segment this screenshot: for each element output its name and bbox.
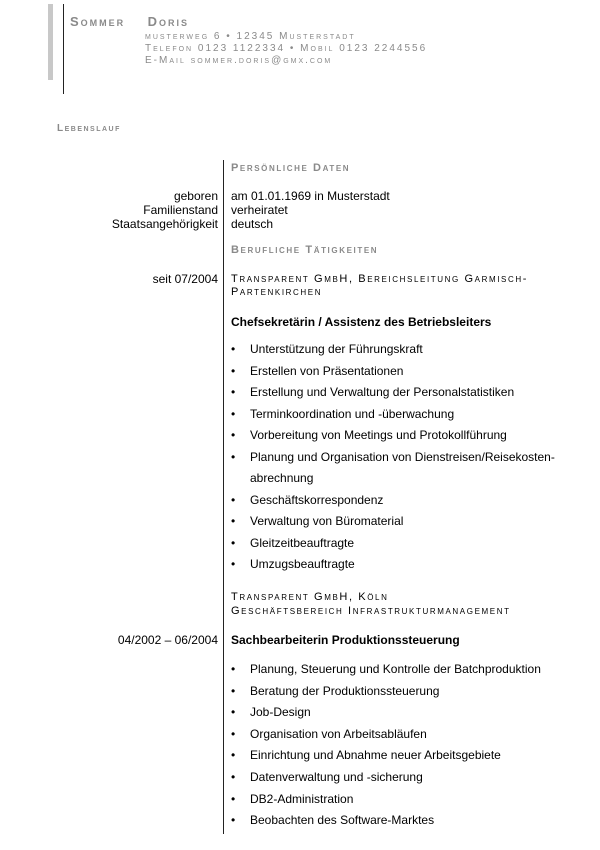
phone-line: Telefon 0123 1122334 • Mobil 0123 2244556 [145,43,428,54]
job-company-line: Transparent GmbH, Köln [231,591,389,603]
value-born: am 01.01.1969 in Musterstadt [231,189,390,203]
section-title-career: Berufliche Tätigkeiten [231,244,379,256]
job-date: 04/2002 – 06/2004 [117,633,218,647]
job-company-line: Transparent GmbH, Bereichsleitung Garmisch- [231,273,529,285]
job-date: seit 07/2004 [152,272,218,286]
value-nationality: deutsch [231,217,274,231]
email-line: E-Mail sommer.doris@gmx.com [145,55,333,66]
task-item: • Vorbereitung von Meetings und Protokollführung [231,428,555,442]
job-role: Sachbearbeiterin Produktionssteuerung [231,633,460,647]
task-item: • Erstellen von Präsentationen [231,364,555,378]
task-item: • Datenverwaltung und -sicherung [231,770,541,784]
task-item: • Geschäftskorrespondenz [231,493,555,507]
header-accent-bar [48,4,53,80]
timeline-divider [223,160,224,834]
label-born: geboren [173,189,218,203]
task-item: • DB2-Administration [231,792,541,806]
first-name: Doris [147,14,190,29]
task-item: • Erstellung und Verwaltung der Personalstatistiken [231,385,555,399]
task-item: • Beratung der Produktionssteuerung [231,684,541,698]
header-divider-line [63,4,64,94]
task-item-text: Planung und Organisation von Dienstreisen/Reisekosten- [250,449,555,464]
task-item: • Planung, Steuerung und Kontrolle der Batchproduktion [231,662,541,676]
task-item: • Organisation von Arbeitsabläufen [231,727,541,741]
task-item [231,450,555,485]
job-role: Chefsekretärin / Assistenz des Betriebsleiters [231,315,492,329]
task-item-continuation: abrechnung [250,470,314,485]
address-line: musterweg 6 • 12345 Musterstadt [145,31,356,42]
task-list [231,342,555,579]
last-name: Sommer [70,14,126,29]
applicant-name [70,14,189,29]
label-marital-status: Familienstand [143,203,218,217]
label-nationality: Staatsangehörigkeit [111,217,218,231]
task-item: • Umzugsbeauftragte [231,557,555,571]
task-item: • Terminkoordination und -überwachung [231,407,555,421]
task-item: • Job-Design [231,705,541,719]
task-list [231,662,541,835]
task-item: • Einrichtung und Abnahme neuer Arbeitsgebiete [231,748,541,762]
task-item: • Verwaltung von Büromaterial [231,514,555,528]
job-company-line: Geschäftsbereich Infrastrukturmanagement [231,605,511,617]
task-item: • Gleitzeitbeauftragte [231,536,555,550]
job-company-line: Partenkirchen [231,286,323,298]
task-item: • Unterstützung der Führungskraft [231,342,555,356]
section-title-personal: Persönliche Daten [231,162,351,174]
task-item: • Beobachten des Software-Marktes [231,813,541,827]
document-heading: Lebenslauf [57,123,121,134]
value-marital-status: verheiratet [231,203,288,217]
